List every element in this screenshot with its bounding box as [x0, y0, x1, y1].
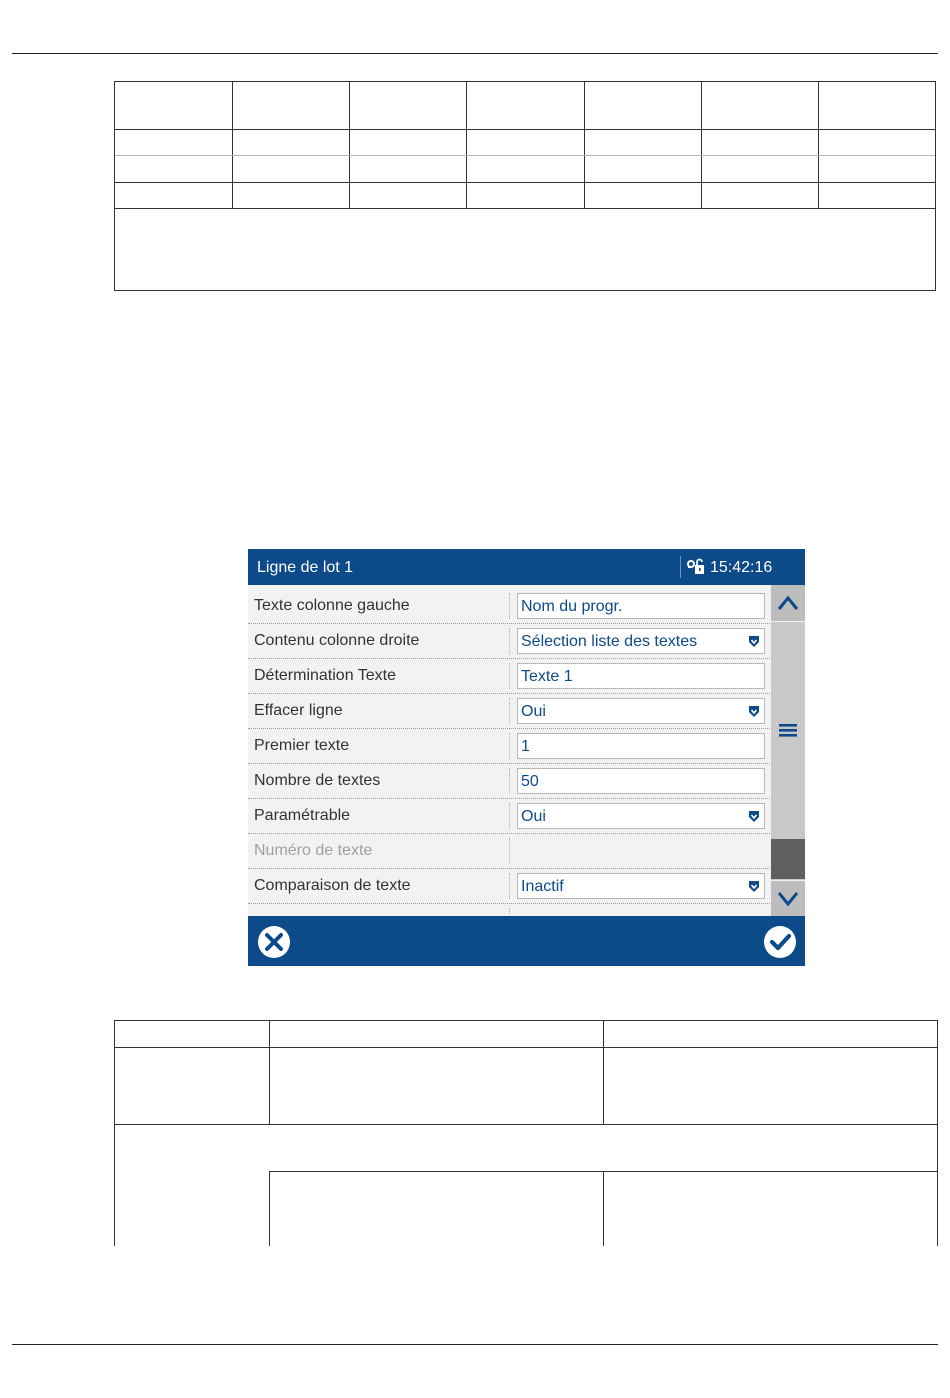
table-row-divider: [115, 129, 935, 130]
unlock-key-icon[interactable]: [686, 558, 706, 576]
param-row[interactable]: [248, 764, 770, 799]
field-value: 1: [521, 738, 530, 755]
scrollbar[interactable]: [771, 585, 805, 916]
row-divider: [509, 873, 511, 899]
param-label: Nombre de textes: [254, 772, 381, 789]
param-row[interactable]: [248, 869, 770, 904]
table-col-divider: [937, 1020, 938, 1246]
table-col-divider: [269, 1020, 270, 1124]
table-row-divider: [115, 182, 935, 183]
dropdown-field[interactable]: [517, 803, 765, 829]
field-value: Nom du progr.: [521, 598, 623, 615]
param-row[interactable]: [248, 589, 770, 624]
param-row[interactable]: [248, 694, 770, 729]
dropdown-arrow-icon[interactable]: [748, 810, 760, 823]
field-value: Oui: [521, 808, 546, 825]
menu-icon[interactable]: [779, 722, 797, 738]
text-field[interactable]: [517, 593, 765, 619]
param-label: Détermination Texte: [254, 667, 396, 684]
row-divider: [509, 768, 511, 794]
table-col-divider: [269, 1171, 270, 1246]
dropdown-arrow-icon[interactable]: [748, 880, 760, 893]
dropdown-arrow-icon[interactable]: [748, 705, 760, 718]
table-col-divider: [114, 1020, 115, 1246]
param-row-disabled: [248, 834, 770, 869]
param-label: Premier texte: [254, 737, 350, 754]
param-row[interactable]: [248, 799, 770, 834]
dropdown-field[interactable]: [517, 698, 765, 724]
scroll-thumb[interactable]: [771, 839, 805, 879]
table-row-divider: [115, 208, 935, 209]
field-value: Inactif: [521, 878, 564, 895]
row-divider: [509, 803, 511, 829]
param-label: Effacer ligne: [254, 702, 343, 719]
device-screen: [248, 549, 805, 966]
row-divider: [509, 698, 511, 724]
page-header-rule: [12, 53, 938, 54]
table-col-divider: [603, 1020, 604, 1124]
cancel-circle-icon[interactable]: [257, 925, 291, 959]
table-col-divider: [466, 82, 467, 209]
title-separator: [680, 556, 681, 578]
field-value: Texte 1: [521, 668, 573, 685]
scroll-up-button[interactable]: [771, 585, 805, 622]
param-row-partial[interactable]: [248, 904, 770, 915]
row-divider: [509, 733, 511, 759]
parameter-list: [248, 589, 770, 915]
table-col-divider: [584, 82, 585, 209]
row-divider: [509, 628, 511, 654]
table-row-divider: [114, 1020, 938, 1021]
chevron-up-icon: [771, 585, 805, 621]
text-field[interactable]: [517, 663, 765, 689]
row-divider: [509, 663, 511, 689]
bottom-bar: [248, 916, 805, 966]
empty-table-top: [114, 81, 936, 291]
dropdown-arrow-icon[interactable]: [748, 635, 760, 648]
field-value: Sélection liste des textes: [521, 633, 698, 650]
table-col-divider: [818, 82, 819, 209]
param-row[interactable]: [248, 729, 770, 764]
table-col-divider: [701, 82, 702, 209]
table-col-divider: [603, 1171, 604, 1246]
param-label: Texte colonne gauche: [254, 597, 410, 614]
dropdown-field[interactable]: [517, 873, 765, 899]
param-label: Comparaison de texte: [254, 877, 411, 894]
param-label: Contenu colonne droite: [254, 632, 420, 649]
page-footer-rule: [12, 1344, 938, 1345]
text-field[interactable]: [517, 768, 765, 794]
checkmark-circle-icon[interactable]: [763, 925, 797, 959]
table-col-divider: [232, 82, 233, 209]
table-col-divider: [349, 82, 350, 209]
screen-title: Ligne de lot 1: [257, 559, 354, 576]
field-value: 50: [521, 773, 539, 790]
row-divider: [509, 838, 511, 864]
text-field[interactable]: [517, 733, 765, 759]
param-row[interactable]: [248, 624, 770, 659]
row-divider: [509, 593, 511, 619]
param-label: Paramétrable: [254, 807, 351, 824]
title-bar: [248, 549, 805, 585]
param-label: Numéro de texte: [254, 842, 373, 859]
table-row-divider: [114, 1124, 938, 1125]
field-value: Oui: [521, 703, 546, 720]
dropdown-field[interactable]: [517, 628, 765, 654]
table-row-divider: [114, 1047, 938, 1048]
scroll-down-button[interactable]: [771, 880, 805, 917]
table-row-divider: [115, 155, 935, 156]
row-divider: [509, 908, 511, 915]
clock: 15:42:16: [710, 559, 773, 576]
param-row[interactable]: [248, 659, 770, 694]
chevron-down-icon: [771, 881, 805, 917]
